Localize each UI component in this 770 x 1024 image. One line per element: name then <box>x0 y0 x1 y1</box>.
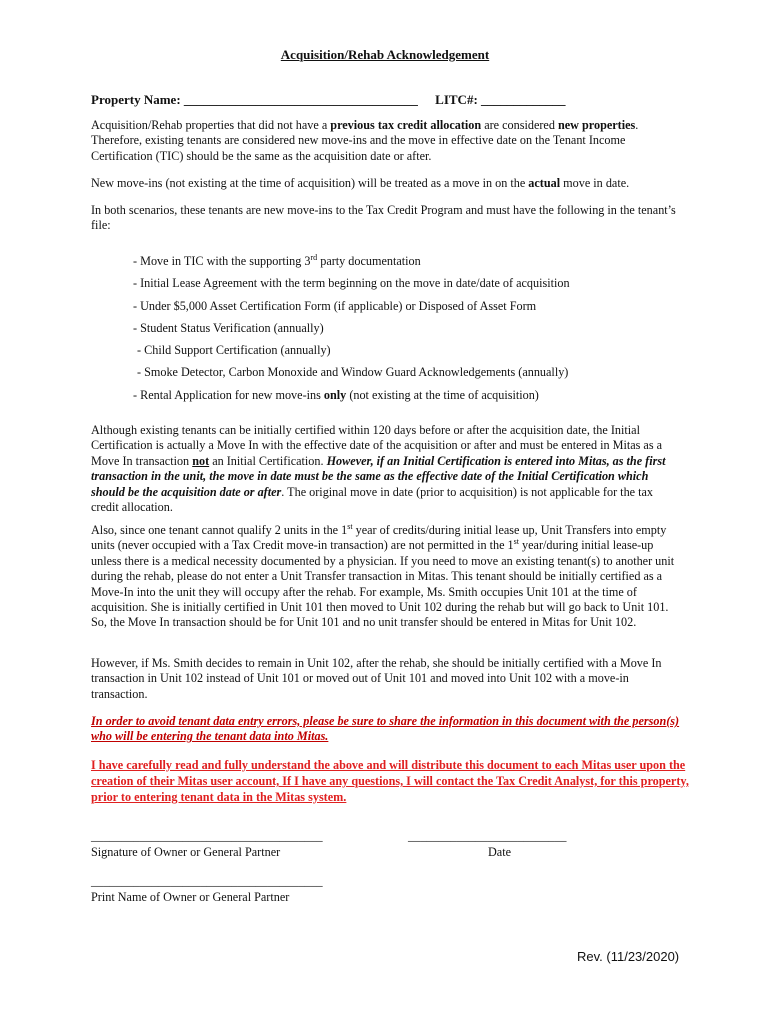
paragraph-new-properties: Acquisition/Rehab properties that did not have a previous tax credit allocation are considered new properties. Therefore, existing tenants are considered new move-ins and the move in effective date on the Tenant Income Certification (TIC) should be the same as the acquisition date or after. <box>91 118 639 163</box>
print-name-line: ______________________________________ <box>91 874 323 888</box>
list-item: - Smoke Detector, Carbon Monoxide and Window Guard Acknowledgements (annually) <box>137 365 569 380</box>
paragraph-initial-certification: Although existing tenants can be initially certified within 120 days before or after the acquisition date, the Initial Certification is actually a Move In with the effective date of the acquisition or after and must be entered in Mitas as a Move In transaction not an Initial Certification. However, if an Initial Certification is entered into Mitas, as the first transaction in the unit, the move in date must be the same as the effective date of the Initial Certification which should be the acquisition date or after. The original move in date (prior to acquisition) is not applicable for the tax credit allocation. <box>91 423 666 515</box>
print-name-label: Print Name of Owner or General Partner <box>91 890 290 904</box>
list-item: - Rental Application for new move-ins only (not existing at the time of acquisition) <box>133 387 539 402</box>
list-item: - Under $5,000 Asset Certification Form (if applicable) or Disposed of Asset Form <box>133 298 537 313</box>
date-line: __________________________ <box>408 829 567 843</box>
revision-date: Rev. (11/23/2020) <box>577 949 680 964</box>
paragraph-remain-in-unit: However, if Ms. Smith decides to remain in Unit 102, after the rehab, she should be initially certified with a Move In transaction in Unit 102 instead of Unit 101 or moved out of Unit 101 and moved into Unit 102 with a move-in transaction. <box>91 656 662 701</box>
list-item: - Child Support Certification (annually) <box>137 343 331 358</box>
paragraph-new-move-ins: New move-ins (not existing at the time of acquisition) will be treated as a move in on the actual move in date. <box>91 176 630 190</box>
paragraph-unit-transfers: Also, since one tenant cannot qualify 2 units in the 1st year of credits/during initial lease up, Unit Transfers into empty units (never occupied with a Tax Credit move-in transaction) are not permitted in the 1st year/during initial lease-up unless there is a medical necessity documented by a physician. If you need to move an existing tenant(s) to another unit during the rehab, please do not enter a Unit Transfer transaction in Mitas. This tenant should be initially certified as a Move-In into the unit they will occupy after the rehab. For example, Ms. Smith occupies Unit 101 at the time of acquisition. She is initially certified in Unit 101 then moved to Unit 102 during the rehab but will go back to Unit 101. So, the Move In transaction should be for Unit 101 and no unit transfer should be entered in Mitas for Unit 102. <box>91 521 675 630</box>
date-label: Date <box>488 845 512 859</box>
document-title: Acquisition/Rehab Acknowledgement <box>280 47 490 62</box>
paragraph-both-scenarios: In both scenarios, these tenants are new move-ins to the Tax Credit Program and must have the following in the tenant’s file: <box>91 203 676 233</box>
list-item: - Initial Lease Agreement with the term beginning on the move in date/date of acquisition <box>133 276 570 291</box>
list-item: - Move in TIC with the supporting 3rd party documentation <box>133 252 421 268</box>
acknowledgement-statement: I have carefully read and fully understand the above and will distribute this document to each Mitas user upon the creation of their Mitas user account, If I have any questions, I will contact the Tax Credit Analyst, for this property, prior to entering tenant data in the Mitas system. <box>91 758 689 804</box>
signature-label: Signature of Owner or General Partner <box>91 845 281 859</box>
litc-label: LITC#: <box>435 92 478 107</box>
property-name-label: Property Name: <box>91 92 181 107</box>
signature-line: ______________________________________ <box>91 829 323 843</box>
tenant-file-requirements-list <box>133 254 570 410</box>
property-info-line <box>91 92 566 108</box>
litc-blank: _____________ <box>481 92 566 107</box>
data-entry-notice: In order to avoid tenant data entry errors, please be sure to share the information in this document with the person(s) who will be entering the tenant data into Mitas. <box>91 714 680 744</box>
list-item: - Student Status Verification (annually) <box>133 320 324 335</box>
property-name-blank: ____________________________________ <box>183 92 418 107</box>
